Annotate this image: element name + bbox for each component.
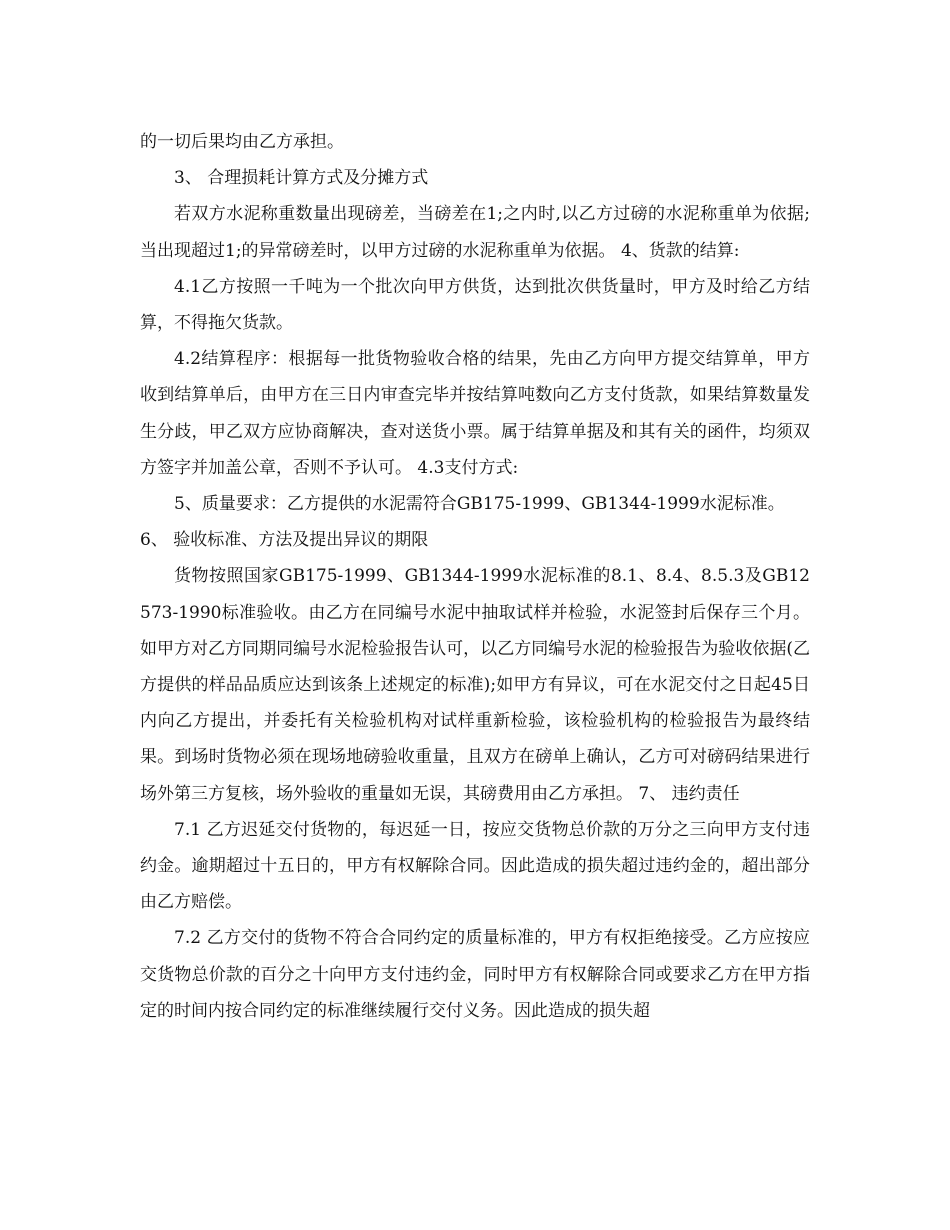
document-body <box>140 124 810 1029</box>
paragraph-10: 7.2 乙方交付的货物不符合合同约定的质量标准的，甲方有权拒绝接受。乙方应按应交货物总价款的百分之十向甲方支付违约金，同时甲方有权解除合同或要求乙方在甲方指定的时间内按合同约定的标准继续履行交付义务。因此造成的损失超 <box>140 928 810 1021</box>
paragraph-1: 的一切后果均由乙方承担。 <box>140 132 344 152</box>
paragraph-3: 若双方水泥称重数量出现磅差，当磅差在1;之内时,以乙方过磅的水泥称重单为依据;当出现超过1;的异常磅差时，以甲方过磅的水泥称重单为依据。 4、货款的结算: <box>140 204 810 261</box>
paragraph-2: 3、 合理损耗计算方式及分摊方式 <box>174 168 429 189</box>
paragraph-6: 5、质量要求：乙方提供的水泥需符合GB175-1999、GB1344-1999水泥标准。 <box>174 494 785 515</box>
paragraph-8: 货物按照国家GB175-1999、GB1344-1999水泥标准的8.1、8.4、8.5.3及GB12573-1990标准验收。由乙方在同编号水泥中抽取试样并检验，水泥签封后保存三个月。如甲方对乙方同期同编号水泥检验报告认可，以乙方同编号水泥的检验报告为验收依据(乙方提供的样品品质应达到该条上述规定的标准);如甲方有异议，可在水泥交付之日起45日内向乙方提出，并委托有关检验机构对试样重新检验，该检验机构的检验报告为最终结果。到场时货物必须在现场地磅验收重量，且双方在磅单上确认，乙方可对磅码结果进行场外第三方复核，场外验收的重量如无误，其磅费用由乙方承担。 7、 违约责任 <box>140 566 810 804</box>
paragraph-9: 7.1 乙方迟延交付货物的，每迟延一日，按应交货物总价款的万分之三向甲方支付违约金。逾期超过十五日的，甲方有权解除合同。因此造成的损失超过违约金的，超出部分由乙方赔偿。 <box>140 819 810 913</box>
paragraph-7: 6、 验收标准、方法及提出异议的期限 <box>140 530 429 551</box>
paragraph-5: 4.2结算程序：根据每一批货物验收合格的结果，先由乙方向甲方提交结算单，甲方收到结算单后，由甲方在三日内审查完毕并按结算吨数向乙方支付货款，如果结算数量发生分歧，甲乙双方应协商解决，查对送货小票。属于结算单据及和其有关的函件，均须双方签字并加盖公章，否则不予认可。 4.3支付方式: <box>140 349 810 478</box>
paragraph-4: 4.1乙方按照一千吨为一个批次向甲方供货，达到批次供货量时，甲方及时给乙方结算，不得拖欠货款。 <box>140 276 810 334</box>
